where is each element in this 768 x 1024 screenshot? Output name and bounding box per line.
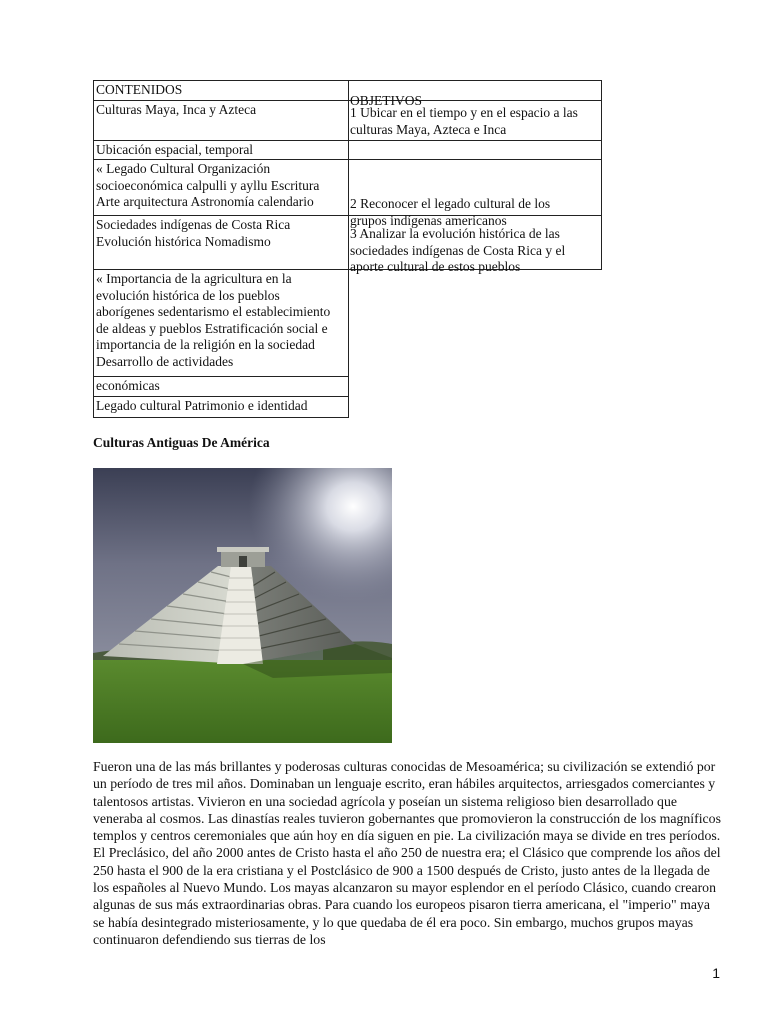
objetivos-header: OBJETIVOS — [350, 93, 423, 108]
pyramid-photo — [93, 468, 392, 743]
table-cell-culturas: Culturas Maya, Inca y Azteca — [93, 100, 349, 141]
table-cell-sociedades: Sociedades indígenas de Costa Rica Evolución histórica Nomadismo — [93, 215, 349, 270]
table-cell-legado: « Legado Cultural Organización socioeconómica calpulli y ayllu Escritura Arte arquitectura Astronomía calendario — [93, 159, 349, 216]
objetivo-2: 2 Reconocer el legado cultural de los grupos indígenas americanos — [350, 196, 551, 228]
table-cell-empty-box — [348, 140, 602, 160]
table-cell-economicas: económicas — [93, 376, 349, 397]
table-cell-ubicacion: Ubicación espacial, temporal — [93, 140, 349, 160]
table-cell-contenidos-header: CONTENIDOS — [93, 80, 349, 101]
body-paragraph: Fueron una de las más brillantes y poderosas culturas conocidas de Mesoamérica; su civilización se extendió por un período de tres mil años. Dominaban un lenguaje escrito, eran hábiles arquitectos, arriesgados comerciantes y talentosos artistas. Vivieron en una sociedad agrícola y poseían un sistema religioso bien desarrollado que veneraba al cosmos. Las dinastías reales tuvieron gobernantes que promovieron la construcción de los magníficos templos y centros ceremoniales que aún hoy en día siguen en pie. La civilización maya se divide en tres períodos. El Preclásico, del año 2000 antes de Cristo hasta el año 250 de nuestra era; el Clásico que comprende los años del 250 hasta el 900 de la era cristiana y el Postclásico de 900 a 1500 después de Cristo, justo antes de la llegada de los españoles al Nuevo Mundo. Los mayas alcanzaron su mayor esplendor en el período Clásico, cuando crearon algunas de sus más extraordinarias obras. Para cuando los europeos pisaron tierra americana, el "imperio" maya se había desintegrado misteriosamente, y lo que quedaba de él era poco. Sin embargo, muchos grupos mayas continuaron defendiendo sus tierras de los — [93, 759, 721, 947]
section-title: Culturas Antiguas De América — [93, 435, 270, 450]
objetivo-1: 1 Ubicar en el tiempo y en el espacio a las culturas Maya, Azteca e Inca — [350, 105, 578, 137]
table-cell-agricultura: « Importancia de la agricultura en la evolución histórica de los pueblos aborígenes sedentarismo el establecimiento de aldeas y pueblos Estratificación social e importancia de la religión en la sociedad Desarrollo de actividades — [93, 269, 349, 377]
objetivo-3: 3 Analizar la evolución histórica de las sociedades indígenas de Costa Rica y el aporte cultural de estos pueblos — [350, 226, 566, 274]
page-number: 1 — [712, 965, 720, 981]
table-cell-patrimonio: Legado cultural Patrimonio e identidad — [93, 396, 349, 418]
